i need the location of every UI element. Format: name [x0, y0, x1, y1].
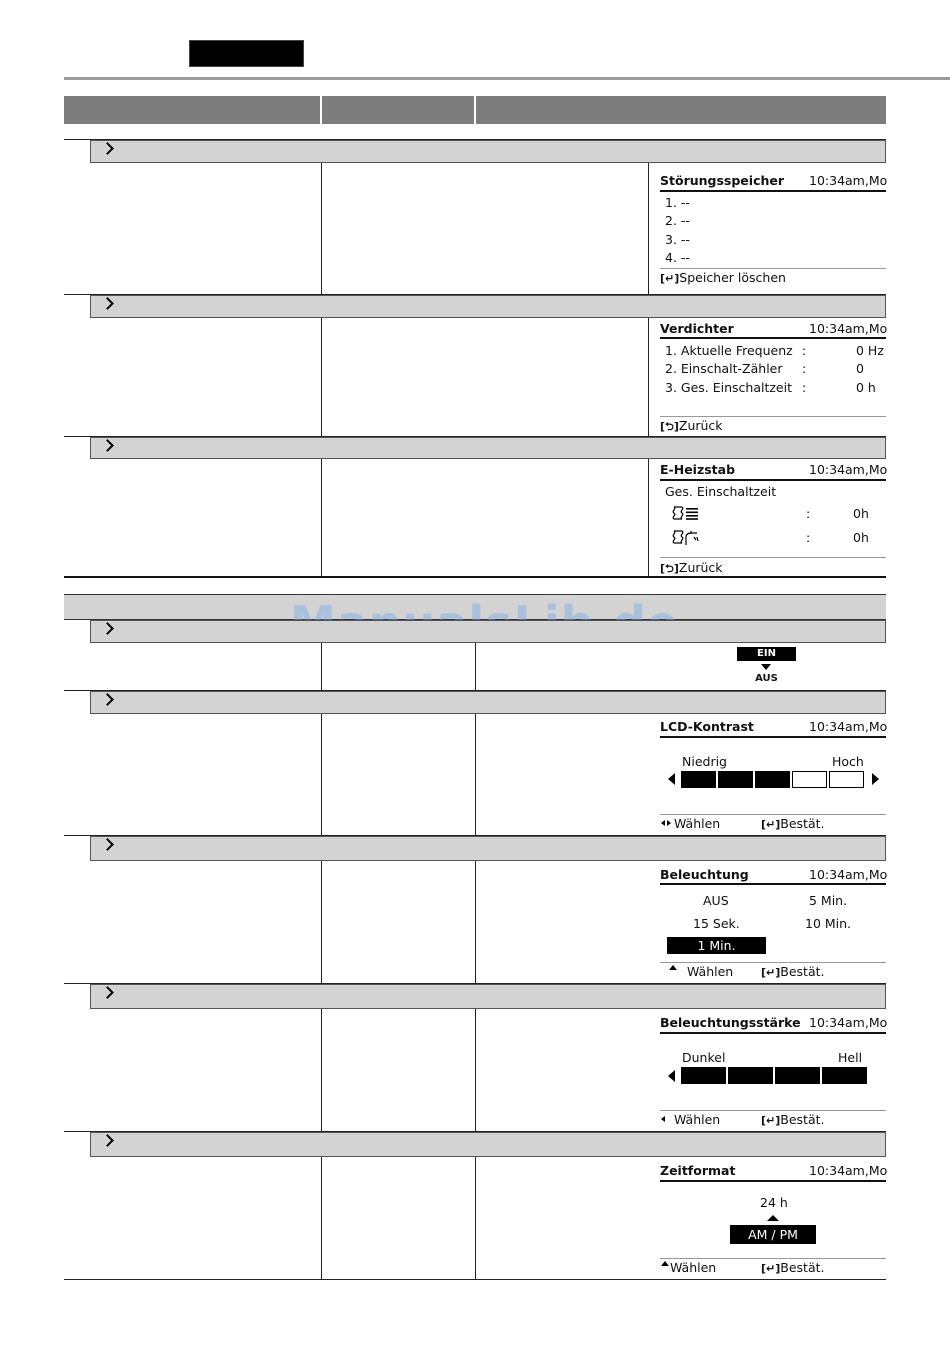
screen-footer: [660, 418, 723, 435]
col-divider: [648, 163, 649, 294]
selected-option: 1 Min.: [667, 937, 766, 954]
footer-confirm: Bestät.: [780, 964, 825, 979]
level-segment: [775, 1067, 820, 1084]
chevron-right-icon: [101, 439, 114, 452]
arrow-left-icon: [668, 1070, 675, 1082]
screen-title-rule: [660, 883, 886, 885]
list-item: 1. --: [665, 195, 690, 210]
footer-label: Zurück: [678, 560, 723, 575]
col-divider: [648, 459, 649, 576]
screen-footer-confirm: [761, 1260, 825, 1277]
footer-select: Wählen: [674, 816, 721, 831]
screen-time: 10:34am,Mo: [809, 719, 888, 734]
col-divider: [321, 643, 322, 690]
level-segment: [792, 771, 827, 788]
scale-high-label: Hell: [838, 1050, 863, 1065]
screen-footer-confirm: [761, 1112, 825, 1129]
row-sep: :: [802, 361, 807, 376]
arrow-right-small-icon: [667, 820, 671, 826]
footer-confirm: Bestät.: [780, 816, 825, 831]
table-header-cell-1: [64, 96, 320, 124]
footer-label: Zurück: [678, 418, 723, 433]
col-divider: [321, 861, 322, 983]
screen-title-rule: [660, 337, 886, 339]
col-divider: [321, 714, 322, 835]
arrow-up-icon: [767, 1215, 779, 1221]
selected-option: EIN: [737, 647, 796, 661]
heater-tap-icon: [672, 529, 700, 546]
screen-footer-rule: [660, 962, 886, 963]
enter-key-icon: [↵]: [660, 272, 680, 285]
list-item: 3. --: [665, 232, 690, 247]
enter-key-icon: [↵]: [761, 1114, 781, 1127]
arrow-up-icon: [669, 965, 677, 970]
arrow-down-icon: [761, 664, 771, 670]
footer-label: Speicher löschen: [679, 270, 786, 285]
footer-select: Wählen: [687, 964, 734, 979]
table-header-cell-3: [476, 96, 886, 124]
screen-title-rule: [660, 479, 886, 481]
subsection-bar: [90, 295, 886, 318]
footer-select: Wählen: [670, 1260, 717, 1275]
option: AUS: [703, 893, 729, 908]
col-divider: [475, 1157, 476, 1279]
col-divider: [321, 1157, 322, 1279]
screen-footer-rule: [660, 416, 886, 417]
chevron-right-icon: [101, 986, 114, 999]
screen-title: Verdichter: [660, 321, 734, 336]
col-divider: [648, 318, 649, 436]
screen-footer-rule: [660, 1258, 886, 1259]
header-tag: [189, 40, 304, 67]
screen-title-rule: [660, 1032, 886, 1034]
level-segment: [829, 771, 864, 788]
footer-select: Wählen: [674, 1112, 721, 1127]
screen-title: Störungsspeicher: [660, 173, 785, 188]
screen-time: 10:34am,Mo: [809, 1015, 888, 1030]
screen-footer-confirm: [761, 964, 825, 981]
enter-key-icon: [↵]: [761, 1262, 781, 1275]
list-item: 4. --: [665, 250, 690, 265]
screen-title: LCD-Kontrast: [660, 719, 754, 734]
chevron-right-icon: [101, 622, 114, 635]
screen-footer-rule: [660, 1110, 886, 1111]
col-divider: [475, 1009, 476, 1131]
subsection-bar: [90, 836, 886, 861]
col-divider: [475, 861, 476, 983]
screen-title-rule: [660, 190, 886, 192]
footer-confirm: Bestät.: [780, 1260, 825, 1275]
screen-subtitle: Ges. Einschaltzeit: [665, 484, 777, 499]
screen-title-rule: [660, 736, 886, 738]
col-divider: [475, 714, 476, 835]
screen-title: E-Heizstab: [660, 462, 736, 477]
header-rule: [64, 77, 950, 80]
screen-time: 10:34am,Mo: [809, 1163, 888, 1178]
screen-time: 10:34am,Mo: [809, 321, 888, 336]
selected-option: AM / PM: [730, 1225, 816, 1244]
chevron-right-icon: [101, 693, 114, 706]
subsection-bar: [90, 140, 886, 163]
level-segment: [822, 1067, 867, 1084]
option: 10 Min.: [805, 916, 852, 931]
chevron-right-icon: [101, 297, 114, 310]
arrow-left-small-icon: [661, 820, 665, 826]
screen-footer: [660, 560, 723, 577]
row-value: 0 h: [856, 380, 876, 395]
screen-title: Zeitformat: [660, 1163, 736, 1178]
row-sep: :: [802, 343, 807, 358]
level-segment: [681, 771, 716, 788]
screen-time: 10:34am,Mo: [809, 173, 888, 188]
col-divider: [321, 1009, 322, 1131]
col-divider: [321, 163, 322, 294]
row-label: 1. Aktuelle Frequenz: [665, 343, 793, 358]
back-key-icon: [⮌]: [660, 562, 679, 575]
screen-footer-confirm: [761, 816, 825, 833]
scale-high-label: Hoch: [832, 754, 864, 769]
level-segment: [728, 1067, 773, 1084]
col-divider: [321, 459, 322, 576]
screen-time: 10:34am,Mo: [809, 867, 888, 882]
row-value: 0h: [853, 506, 869, 521]
enter-key-icon: [↵]: [761, 818, 781, 831]
table-bottom-rule: [64, 1279, 886, 1280]
row-value: 0: [856, 361, 864, 376]
screen-footer-rule: [660, 814, 886, 815]
row-value: 0h: [853, 530, 869, 545]
level-segment: [755, 771, 790, 788]
arrow-left-icon: [668, 773, 675, 785]
screen-time: 10:34am,Mo: [809, 462, 888, 477]
subsection-bar: [90, 1132, 886, 1157]
row-sep: :: [806, 530, 811, 545]
level-segment: [681, 1067, 726, 1084]
subsection-bar: [90, 437, 886, 459]
screen-title: Beleuchtung: [660, 867, 749, 882]
level-segment: [718, 771, 753, 788]
row-value: 0 Hz: [856, 343, 884, 358]
row-label: 3. Ges. Einschaltzeit: [665, 380, 792, 395]
back-key-icon: [⮌]: [660, 420, 679, 433]
section-end-rule: [64, 576, 886, 578]
arrow-up-icon: [661, 1261, 669, 1266]
list-item: 2. --: [665, 213, 690, 228]
row-sep: :: [802, 380, 807, 395]
row-sep: :: [806, 506, 811, 521]
arrow-left-small-icon: [661, 1116, 665, 1122]
subsection-bar: [90, 620, 886, 643]
screen-footer-rule: [660, 268, 886, 269]
footer-confirm: Bestät.: [780, 1112, 825, 1127]
screen-title-rule: [660, 1180, 886, 1182]
chevron-right-icon: [101, 142, 114, 155]
screen-title: Beleuchtungsstärke: [660, 1015, 801, 1030]
chevron-right-icon: [101, 838, 114, 851]
subsection-bar: [90, 691, 886, 714]
table-header-cell-2: [322, 96, 474, 124]
scale-low-label: Niedrig: [682, 754, 727, 769]
col-divider: [475, 643, 476, 690]
heater-tank-icon: [672, 505, 700, 521]
option: 15 Sek.: [693, 916, 740, 931]
row-label: 2. Einschalt-Zähler: [665, 361, 783, 376]
scale-low-label: Dunkel: [682, 1050, 726, 1065]
enter-key-icon: [↵]: [761, 966, 781, 979]
option: 5 Min.: [809, 893, 848, 908]
option: 24 h: [760, 1195, 788, 1210]
arrow-right-icon: [872, 773, 879, 785]
subsection-bar: [90, 984, 886, 1009]
chevron-right-icon: [101, 1134, 114, 1147]
screen-footer: [660, 270, 786, 287]
col-divider: [321, 318, 322, 436]
screen-footer-rule: [660, 557, 886, 558]
option: AUS: [755, 673, 778, 684]
